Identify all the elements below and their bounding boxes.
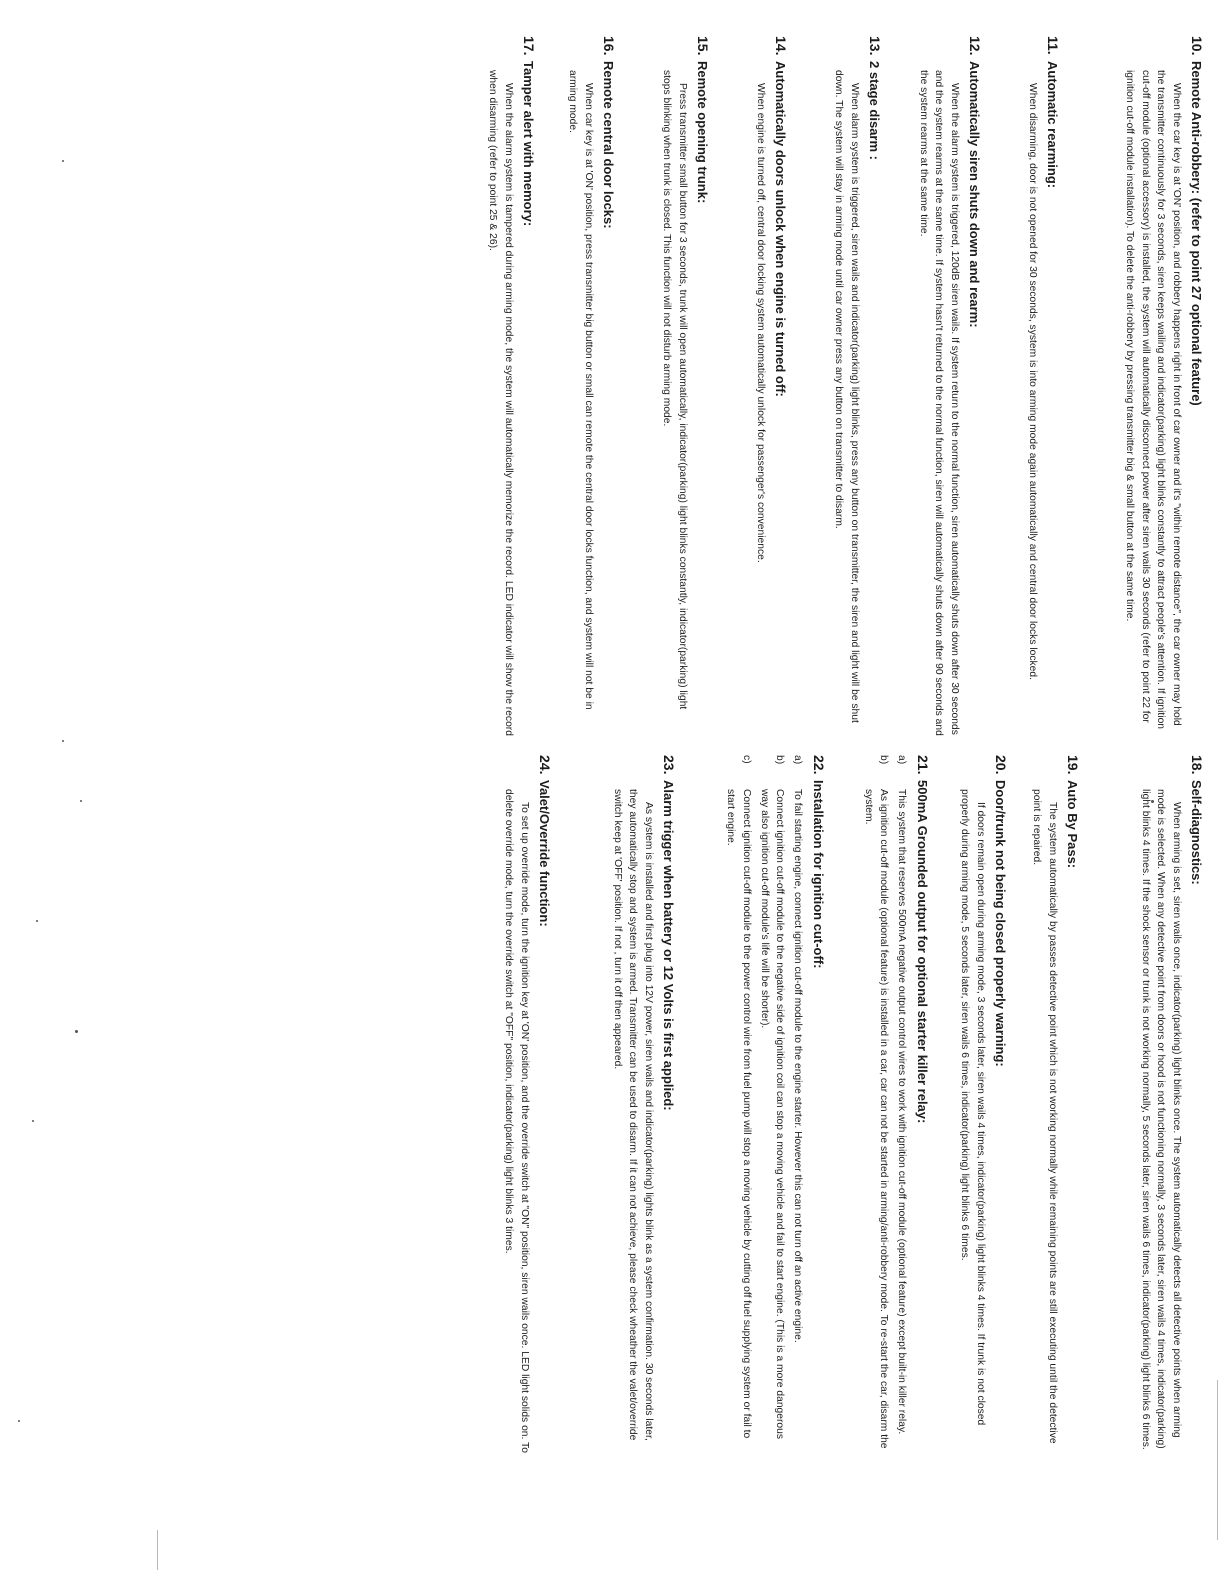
section-number: 22. bbox=[811, 755, 827, 775]
item-label: c) bbox=[740, 755, 752, 764]
section-15 bbox=[659, 36, 712, 736]
section-heading bbox=[599, 36, 618, 736]
section-22 bbox=[720, 755, 828, 1455]
section-heading bbox=[965, 36, 984, 736]
section-19 bbox=[1029, 755, 1082, 1455]
section-heading bbox=[1187, 755, 1206, 1455]
section-text: When engine is turned off, central door locking system automatically unlock for passenger's convenience. bbox=[755, 83, 766, 563]
section-heading bbox=[913, 755, 932, 1455]
section-title: Auto By Pass: bbox=[1065, 780, 1080, 869]
section-text: When arming is set, siren wails once, indicator(parking) light blinks once. The system automatically detects all detective points when arming mode is selected. When any detective point from doors or hood is not functioning normally, 3 seconds later, siren wails 4 times, indicator(parking) light blinks 4 times. If the shock sensor or trunk is not working normally, 5 seconds later, siren wails 6 times, indicator(parking) light blinks 6 times. bbox=[1139, 789, 1182, 1450]
section-text: To set up override mode, turn the ignition key at 'ON' position, and the override switch at "ON" position, siren wails once. LED light solids on. To delete override mode, turn the override switch at "OFF" position, indicator(parking) light blinks 3 times. bbox=[503, 789, 530, 1453]
item-text: Connect ignition cut-off module to the negative side of ignition coil can stop a moving vehicle and fail to start engine. (This is a more dangerous way also ignition cut-off module's life will be shorter). bbox=[758, 789, 786, 1440]
section-number: 14. bbox=[773, 36, 789, 56]
section-number: 13. bbox=[867, 36, 883, 56]
scan-speck bbox=[1151, 800, 1154, 803]
section-number: 10. bbox=[1189, 36, 1205, 56]
list-item bbox=[722, 755, 753, 1455]
section-title: Valet/Override function: bbox=[537, 780, 552, 927]
section-text: When disarming, door is not opened for 30 seconds, system is into arming mode again automatically and central door locks locked. bbox=[1027, 83, 1038, 680]
section-title: Door/trunk not being closed properly warning: bbox=[993, 780, 1008, 1067]
scan-speck bbox=[32, 1120, 34, 1122]
section-number: 23. bbox=[661, 755, 677, 775]
item-label: a) bbox=[792, 755, 803, 765]
section-17 bbox=[485, 36, 538, 736]
section-title: Self-diagnostics: bbox=[1189, 780, 1204, 885]
section-12 bbox=[915, 36, 984, 736]
list-item bbox=[756, 755, 787, 1455]
item-label: b) bbox=[878, 755, 890, 765]
section-title: Remote opening trunk: bbox=[695, 61, 710, 204]
item-list bbox=[722, 755, 805, 1455]
section-text: When the alarm system is tampered during arming mode, the system will automatically memorize the record. LED indicator will show the record when disarming (refer to point 25 & 26). bbox=[487, 70, 514, 736]
section-title: Alarm trigger when battery or 12 Volts is first applied: bbox=[661, 780, 676, 1111]
section-heading bbox=[519, 36, 538, 736]
section-18 bbox=[1137, 755, 1206, 1455]
list-item bbox=[860, 755, 891, 1455]
section-number: 16. bbox=[601, 36, 617, 56]
section-text: The system automatically by passes detective point which is not working normally while remaining points are still executing until the detective point is repaired. bbox=[1031, 789, 1058, 1444]
section-13 bbox=[831, 36, 884, 736]
section-heading bbox=[809, 755, 828, 1455]
scan-speck bbox=[80, 800, 82, 802]
section-text: When the car key is at 'ON' position, and robbery happens right in front of car owner and it's "within remote distance", the car owner may hold the transmitter continuously for 3 seconds, siren keeps wailing and indicator(parking) light blinks constantly to attract people's attention. If ignition cut-off module (optional accessory) is installed, the system will automatically disconnect power after siren wails 30 seconds (refer to point 22 for ignition cut-off module installation). To delete the anti-robbery by pressing transmitter big & small button at the same time. bbox=[1123, 70, 1182, 730]
section-title: Automatically siren shuts down and rearm: bbox=[967, 61, 982, 328]
section-title: Automatically doors unlock when engine is turned off: bbox=[773, 61, 788, 397]
item-text: As ignition cut-off module (optional feature) is installed in a car, car can not be started in arming/anti-robbery mode. To re-start the car, disarm the system. bbox=[862, 789, 890, 1449]
section-title: Remote central door locks: bbox=[601, 61, 616, 229]
section-heading bbox=[1063, 755, 1082, 1455]
section-number: 12. bbox=[967, 36, 983, 56]
section-heading bbox=[535, 755, 554, 1455]
section-title: Tamper alert with memory: bbox=[521, 61, 536, 227]
section-heading bbox=[659, 755, 678, 1455]
section-title: Installation for ignition cut-off: bbox=[811, 780, 826, 969]
section-heading bbox=[1187, 36, 1206, 736]
scan-edge bbox=[1217, 1380, 1218, 1540]
scan-edge bbox=[157, 1530, 158, 1570]
section-text: When the alarm system is triggered, 120dB siren wails. If system return to the normal function, siren automatically shuts down after 30 seconds and the system rearms at the same time. If system hasn't returned to the normal function, siren will automatically shuts down after 90 seconds and the system rearms at the same time. bbox=[917, 70, 960, 736]
section-heading bbox=[693, 36, 712, 736]
section-11 bbox=[1024, 36, 1062, 736]
section-number: 19. bbox=[1065, 755, 1081, 775]
section-21 bbox=[858, 755, 932, 1455]
section-title: Remote Anti-robbery: (refer to point 27 optional feature) bbox=[1189, 61, 1204, 406]
section-text: As system is installed and first plug into 12V power, siren wails and indicator(parking) lights blink as a system confirmation. 30 seconds later, they automatically stop and system is armed. Transmitter can be used to disarm. If it can not achieve, please check wheather the valet/override switch keep at 'OFF' position. If not , turn it off then appeared. bbox=[611, 789, 654, 1441]
item-list bbox=[860, 755, 909, 1455]
section-10 bbox=[1121, 36, 1206, 736]
scan-speck bbox=[62, 160, 64, 162]
section-number: 15. bbox=[695, 36, 711, 56]
section-text: If doors remain open during arming mode, 3 seconds later, siren wails 4 times, indicator(parking) light blinks 4 times. If trunk is not closed properly during arming mode, 5 seconds later, siren wails 6 times, indicator(parking) light blinks 6 times. bbox=[959, 789, 986, 1426]
list-item bbox=[789, 755, 805, 1455]
section-24 bbox=[501, 755, 554, 1455]
section-number: 21. bbox=[915, 755, 931, 775]
section-text: When alarm system is triggered, siren wails and indicator(parking) light blinks, press any button on transmitter, the siren and light will be shut down. The system will stay in arming mode until car owner press any button on transmitter to disarm. bbox=[833, 70, 860, 723]
scan-speck bbox=[18, 1420, 20, 1422]
section-heading bbox=[1043, 36, 1062, 736]
item-label: a) bbox=[896, 755, 907, 765]
item-label: b) bbox=[774, 755, 786, 765]
section-heading bbox=[991, 755, 1010, 1455]
section-title: 500mA Grounded output for optional starter killer relay: bbox=[915, 780, 930, 1124]
section-text: When car key is at 'ON' position, press transmitter big button or small can remote the central door locks function, and system will not be in arming mode. bbox=[567, 70, 594, 710]
section-14 bbox=[752, 36, 790, 736]
section-heading bbox=[865, 36, 884, 736]
section-heading bbox=[771, 36, 790, 736]
section-23 bbox=[609, 755, 678, 1455]
scan-speck bbox=[36, 920, 38, 922]
section-20 bbox=[957, 755, 1010, 1455]
section-number: 11. bbox=[1045, 36, 1061, 55]
item-text: To fail starting engine, connect ignition cut-off module to the engine starter. However this can not turn off an active engine. bbox=[792, 789, 803, 1343]
section-number: 24. bbox=[537, 755, 553, 775]
list-item bbox=[893, 755, 909, 1455]
section-number: 17. bbox=[521, 36, 537, 56]
section-title: 2 stage disarm : bbox=[867, 61, 882, 160]
section-title: Automatic rearming: bbox=[1045, 61, 1060, 189]
section-text: Press transmitter small button for 3 seconds, trunk will open automatically, indicator(parking) light blinks constantly, indicator(parking) light stops blinking when trunk is closed. This function will not disturb arming mode. bbox=[661, 70, 688, 710]
section-16 bbox=[565, 36, 618, 736]
item-text: This system that reserves 500mA negative output control wires to work with ignition cut-off module (optional feature) except built-in killer relay. bbox=[896, 789, 907, 1435]
section-number: 20. bbox=[993, 755, 1009, 775]
section-number: 18. bbox=[1189, 755, 1205, 775]
item-text: Connect ignition cut-off module to the power control wire from fuel pump will stop a moving vehicle by cutting off fuel supplying system or fail to start engine. bbox=[725, 789, 752, 1439]
scan-speck bbox=[75, 1030, 78, 1033]
scan-speck bbox=[62, 740, 64, 742]
